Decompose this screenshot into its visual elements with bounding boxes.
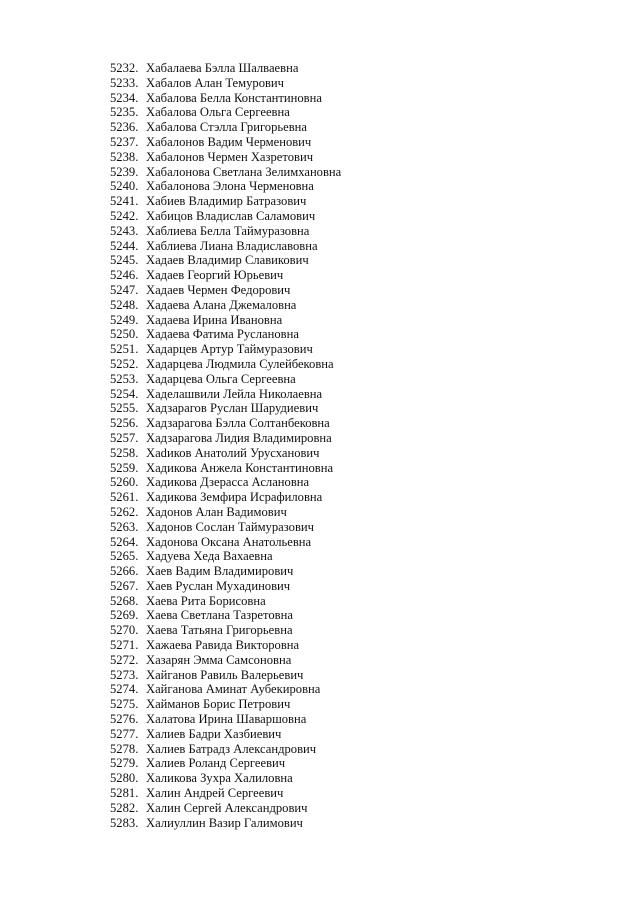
entry-name: Хабалонов Вадим Черменович — [146, 134, 312, 149]
list-item — [110, 91, 341, 106]
list-item — [110, 165, 341, 180]
list-item — [110, 742, 341, 757]
list-item — [110, 520, 341, 535]
entry-name: Хадарцева Людмила Сулейбековна — [146, 356, 334, 371]
entry-name: Хабалонов Чермен Хазретович — [146, 149, 314, 164]
entry-number: 5246. — [110, 268, 139, 283]
entry-name: Хабалова Белла Константиновна — [146, 90, 322, 105]
entry-name: Хабалонова Светлана Зелимхановна — [146, 164, 342, 179]
list-item — [110, 194, 341, 209]
list-item — [110, 756, 341, 771]
entry-number: 5277. — [110, 726, 139, 741]
list-item — [110, 416, 341, 431]
list-item — [110, 697, 341, 712]
list-item — [110, 342, 341, 357]
list-item — [110, 105, 341, 120]
entry-name: Хаева Рита Борисовна — [146, 593, 266, 608]
entry-name: Халиев Бадри Хазбиевич — [146, 726, 282, 741]
list-item — [110, 505, 341, 520]
entry-number: 5268. — [110, 593, 139, 608]
entry-number: 5240. — [110, 179, 139, 194]
entry-number: 5256. — [110, 416, 139, 431]
list-item — [110, 579, 341, 594]
entry-name: Хазарян Эмма Самсоновна — [146, 652, 292, 667]
entry-name: Хадарцева Ольга Сергеевна — [146, 371, 296, 386]
entry-name: Хадикова Земфира Исрафиловна — [146, 490, 323, 505]
entry-number: 5258. — [110, 445, 139, 460]
entry-name: Хадзарагова Лидия Владимировна — [146, 430, 332, 445]
entry-number: 5273. — [110, 667, 139, 682]
entry-name: Халин Сергей Александрович — [146, 800, 308, 815]
entry-name: Халин Андрей Сергеевич — [146, 786, 284, 801]
entry-number: 5272. — [110, 652, 139, 667]
list-item — [110, 446, 341, 461]
entry-number: 5280. — [110, 771, 139, 786]
entry-name: Халикова Зухра Халиловна — [146, 771, 293, 786]
entry-number: 5245. — [110, 253, 139, 268]
entry-number: 5252. — [110, 356, 139, 371]
entry-number: 5275. — [110, 697, 139, 712]
entry-name: Халатова Ирина Шаваршовна — [146, 712, 307, 727]
list-item — [110, 816, 341, 831]
list-item — [110, 668, 341, 683]
name-list — [110, 61, 341, 830]
entry-name: Халиев Батрадз Александрович — [146, 741, 317, 756]
list-item — [110, 61, 341, 76]
entry-name: Хадзарагова Бэлла Солтанбековна — [146, 416, 330, 431]
list-item — [110, 431, 341, 446]
entry-name: Хадаев Владимир Славикович — [146, 253, 309, 268]
entry-name: Хадикова Анжела Константиновна — [146, 460, 334, 475]
entry-number: 5255. — [110, 401, 139, 416]
entry-number: 5242. — [110, 208, 139, 223]
entry-name: Хадаева Фатима Руслановна — [146, 327, 299, 342]
entry-name: Хайганов Равиль Валерьевич — [146, 667, 304, 682]
entry-name: Хажаева Равида Викторовна — [146, 638, 300, 653]
list-item — [110, 535, 341, 550]
entry-number: 5283. — [110, 815, 139, 830]
list-item — [110, 372, 341, 387]
entry-name: Хадаева Алана Джемаловна — [146, 297, 297, 312]
entry-number: 5243. — [110, 223, 139, 238]
entry-number: 5233. — [110, 75, 139, 90]
list-item — [110, 623, 341, 638]
list-item — [110, 786, 341, 801]
entry-name: Хабалов Алан Темурович — [146, 75, 285, 90]
list-item — [110, 387, 341, 402]
list-item — [110, 224, 341, 239]
entry-number: 5264. — [110, 534, 139, 549]
entry-name: Хаева Татьяна Григорьевна — [146, 623, 293, 638]
entry-number: 5271. — [110, 638, 139, 653]
list-item — [110, 76, 341, 91]
entry-name: Хаблиева Белла Таймуразовна — [146, 223, 310, 238]
entry-name: Хаев Руслан Мухадинович — [146, 578, 291, 593]
entry-number: 5234. — [110, 90, 139, 105]
entry-number: 5279. — [110, 756, 139, 771]
list-item — [110, 327, 341, 342]
entry-number: 5263. — [110, 519, 139, 534]
list-item — [110, 490, 341, 505]
list-item — [110, 357, 341, 372]
entry-name: Халиев Роланд Сергеевич — [146, 756, 286, 771]
list-item — [110, 150, 341, 165]
entry-number: 5259. — [110, 460, 139, 475]
list-item — [110, 253, 341, 268]
entry-number: 5238. — [110, 149, 139, 164]
entry-name: Хадуева Хеда Вахаевна — [146, 549, 273, 564]
entry-number: 5251. — [110, 342, 139, 357]
list-item — [110, 135, 341, 150]
list-item — [110, 564, 341, 579]
entry-number: 5270. — [110, 623, 139, 638]
entry-number: 5250. — [110, 327, 139, 342]
list-item — [110, 712, 341, 727]
entry-number: 5260. — [110, 475, 139, 490]
entry-number: 5244. — [110, 238, 139, 253]
list-item — [110, 239, 341, 254]
entry-name: Хаева Светлана Тазретовна — [146, 608, 293, 623]
list-item — [110, 608, 341, 623]
entry-name: Хадаев Георгий Юрьевич — [146, 268, 284, 283]
list-item — [110, 801, 341, 816]
list-item — [110, 653, 341, 668]
entry-name: Хадарцев Артур Таймуразович — [146, 342, 313, 357]
list-item — [110, 401, 341, 416]
entry-name: Хабицов Владислав Саламович — [146, 208, 316, 223]
entry-name: Хаделашвили Лейла Николаевна — [146, 386, 323, 401]
entry-number: 5239. — [110, 164, 139, 179]
list-item — [110, 120, 341, 135]
list-item — [110, 179, 341, 194]
list-item — [110, 461, 341, 476]
list-item — [110, 771, 341, 786]
entry-number: 5281. — [110, 786, 139, 801]
entry-number: 5232. — [110, 61, 139, 75]
list-item — [110, 209, 341, 224]
entry-number: 5278. — [110, 741, 139, 756]
entry-number: 5282. — [110, 800, 139, 815]
entry-name: Халиуллин Вазир Галимович — [146, 815, 303, 830]
entry-name: Хабиев Владимир Батразович — [146, 194, 307, 209]
entry-name: Хадзарагов Руслан Шарудиевич — [146, 401, 319, 416]
entry-name: Хадонов Алан Вадимович — [146, 504, 287, 519]
entry-name: Хадонова Оксана Анатольевна — [146, 534, 312, 549]
list-item — [110, 727, 341, 742]
entry-number: 5267. — [110, 578, 139, 593]
list-item — [110, 283, 341, 298]
entry-name: Хаdиков Анатолий Урусханович — [146, 445, 320, 460]
entry-number: 5261. — [110, 490, 139, 505]
entry-name: Хабалова Стэлла Григорьевна — [146, 120, 308, 135]
entry-name: Хадонов Сослан Таймуразович — [146, 519, 314, 534]
entry-name: Хадикова Дзерасса Аслановна — [146, 475, 310, 490]
entry-name: Хаблиева Лиана Владиславовна — [146, 238, 318, 253]
entry-name: Хайганова Аминат Аубекировна — [146, 682, 321, 697]
entry-number: 5274. — [110, 682, 139, 697]
entry-number: 5262. — [110, 504, 139, 519]
entry-number: 5247. — [110, 282, 139, 297]
entry-number: 5241. — [110, 194, 139, 209]
list-item — [110, 313, 341, 328]
entry-number: 5237. — [110, 134, 139, 149]
entry-name: Хаев Вадим Владимирович — [146, 564, 294, 579]
entry-number: 5253. — [110, 371, 139, 386]
list-item — [110, 682, 341, 697]
entry-number: 5257. — [110, 430, 139, 445]
list-item — [110, 638, 341, 653]
entry-name: Хабалонова Элона Черменовна — [146, 179, 314, 194]
entry-name: Хабалаева Бэлла Шалваевна — [146, 61, 299, 75]
entry-name: Хабалова Ольга Сергеевна — [146, 105, 290, 120]
entry-number: 5266. — [110, 564, 139, 579]
entry-number: 5254. — [110, 386, 139, 401]
entry-number: 5265. — [110, 549, 139, 564]
entry-name: Хадаев Чермен Федорович — [146, 282, 291, 297]
entry-name: Хадаева Ирина Ивановна — [146, 312, 283, 327]
list-item — [110, 594, 341, 609]
list-item — [110, 268, 341, 283]
list-item — [110, 475, 341, 490]
entry-number: 5276. — [110, 712, 139, 727]
list-item — [110, 298, 341, 313]
entry-number: 5249. — [110, 312, 139, 327]
entry-number: 5236. — [110, 120, 139, 135]
list-item — [110, 549, 341, 564]
entry-number: 5269. — [110, 608, 139, 623]
entry-name: Хайманов Борис Петрович — [146, 697, 291, 712]
entry-number: 5235. — [110, 105, 139, 120]
entry-number: 5248. — [110, 297, 139, 312]
